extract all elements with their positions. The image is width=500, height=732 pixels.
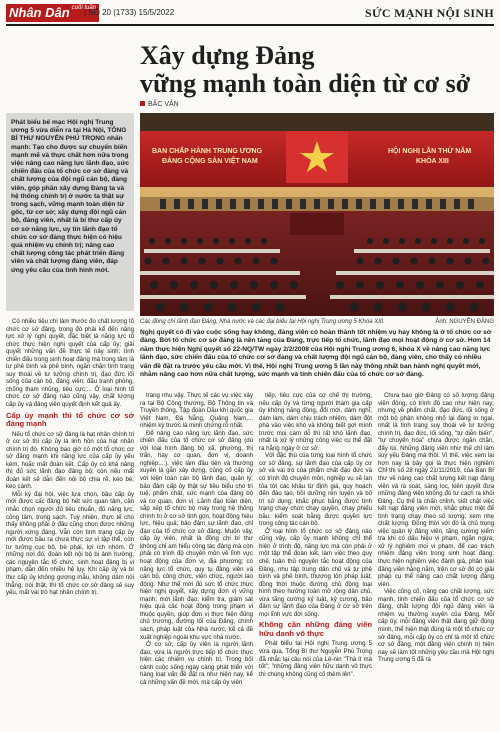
paragraph: Phát biểu tại Hội nghị Trung ương 5 vừa qua, Tổng Bí thư Nguyễn Phú Trọng đã nhắc lại câu nói của Lê-nin "Thà ít mà tốt"; "những đảng viên hữu danh vô thực thì chúng không cũng cố thêm lên". bbox=[259, 640, 372, 678]
photo-caption bbox=[140, 319, 494, 325]
masthead bbox=[6, 4, 494, 26]
body-column-4 bbox=[378, 392, 494, 726]
paragraph: Mỗi ký đại hội, việc lựa chọn, bầu cấp ủy mới được các đảng bộ hết sức quan tâm, cân nhắc chọn người đủ tiêu chuẩn, đủ năng lực, công tâm, trong sạch. Tuy nhiên, thực tế cho thấy không phải ở đâu cũng chọn được những người xứng đáng. Vẫn còn tình trạng cấp ủy mới được bầu ra chưa thực sự vì tập thể, còn tư tưởng cục bộ, bè phái, lợi ích nhóm. Ở những nơi đó, đoàn kết nội bộ bị ảnh hưởng, các nguyên tắc tổ chức, sinh hoạt đảng bị vi phạm, dẫn đến nhiều hệ lụy. Khi cấp ủy và bí thư cấp ủy không gương mẫu, không dám nói thẳng, nói thật, thì tổ chức cơ sở đảng sẽ suy yếu, mất vai trò hạt nhân chính trị. bbox=[6, 490, 134, 597]
subheading: Cấp ủy mạnh thì tổ chức cơ sở đảng mạnh bbox=[6, 410, 134, 429]
issue-info: | SỐ 20 (1733) 15/5/2022 bbox=[84, 8, 175, 17]
banner-left-line-2: ĐẢNG CỘNG SẢN VIỆT NAM bbox=[162, 158, 258, 165]
caption-text: Các đồng chí lãnh đạo Đảng, Nhà nước và các đại biểu tại Hội nghị Trung ương 5 Khóa XIII. bbox=[140, 319, 385, 325]
paragraph: Ở cơ sở, cấp ủy viên là người lãnh đạo, vừa là người trực tiếp tổ chức thực hiện các nhiệm vụ chính trị. Trong bối cảnh cuộc sống ngày càng phát triển với hàng loạt vấn đề đặt ra như hiện nay, kể cả những vấn đề mới, mà cấp ủy viên bbox=[140, 641, 253, 686]
paragraph: Chưa bao giờ Đảng có số lượng đảng viên đông, có trình độ cao như hiện nay; nhưng về phẩm chất, đạo đức, lối sống ở một bộ phận không nhỏ lại đáng lo ngại, nhất là tình trạng suy thoái về tư tưởng chính trị, đạo đức, lối sống, "tự diễn biến", "tự chuyển hóa" chưa được ngăn chặn, đẩy lùi. Những đảng viên như thế chỉ làm suy yếu Đảng mà thôi. Vì thế, việc xem lại hơn nay là bảy gọi là thực hiện nghiêm Chỉ thị số 28 ngày 21/11/2019, của Ban Bí thư về nâng cao chất lượng kết nạp đảng viên và rà soát, sàng lọc, kiên quyết đưa những đảng viên không đủ tư cách ra khỏi Đảng. Cụ thể là chấn chỉnh, siết chặt việc kết nạp đảng viên mới, khắc phục triệt để tình trạng chạy theo số lượng, xem nhẹ chất lượng. Đồng thời với đó là chủ trọng việc quản lý đảng viên, tăng cường kiểm tra khi có dấu hiệu vi phạm, ngăn ngừa, xử lý nghiêm mọi vi phạm, để cao trách nhiệm đảng viên trong sinh hoạt đảng; thực hiện nghiêm việc đánh giá, phân loại đảng viên hằng năm, trên cơ sở đó có giải pháp cụ thể nâng cao chất lượng đảng viên. bbox=[378, 392, 494, 588]
logo-text: Nhân Dân bbox=[9, 5, 70, 20]
paragraph: Có nhiều tiêu chí làm thước đo chất lượng tổ chức cơ sở đảng, trong đó phải kể đến năng lực xử lý nghị quyết, đặc biệt là năng lực tổ chức thực hiện nghị quyết của cấp ủy; giải quyết những vấn đề thực tế nảy sinh; tính chiến đấu trong sinh hoạt đảng mà trong tâm là tự phê bình và phê bình, ngăn chặn tình trạng suy thoái về tư tưởng chính trị, đạo đức lối sống của cán bộ, đảng viên; đấu tranh phòng, chống tham nhũng, tiêu cực;... Ở loại hình tổ chức cơ sở đảng nào cũng vậy, chất lượng cấp ủy và đảng viên quyết định kết quả ấy. bbox=[6, 318, 134, 409]
banner-right-line-2: KHÓA XIII bbox=[416, 158, 449, 165]
article-headline bbox=[140, 42, 490, 98]
paragraph: Ở loại hình tổ chức cơ sở đảng nào cũng vậy, cấp ủy mạnh không chỉ thể hiện ở trình độ, năng lực mà còn phải ở một tập thể đoàn kết, làm việc theo quy chế, tuân thủ nguyên tắc hoạt động của Đảng, nhu tập trung dân chủ và tự phê bình và phê bình, thượng tôn pháp luật; đồng thời thuộc đường chủ động loại hình theo hướng toàn mở rộng dân chủ, vừa tăng cường kỷ luật, kỷ cương, bảo đảm sự lãnh đạo của Đảng ở cơ sở trên mọi lĩnh vực đời sống. bbox=[259, 527, 372, 618]
photo-credit: Ảnh: NGUYỄN ĐĂNG bbox=[435, 319, 494, 325]
subheading: Không cần những đảng viên hữu danh vô thực bbox=[259, 620, 372, 638]
photo-illustration bbox=[140, 113, 494, 316]
banner-right-line-1: HỘI NGHỊ LẦN THỨ NĂM bbox=[388, 148, 472, 155]
paragraph: trang nhu vậy. Thực tế các vụ việc xảy ra tại Bộ Công thương, Bộ Thông tin và Truyền thông, Tập đoàn Dầu khí quốc gia Việt Nam, Đà Nẵng, Quảng Nam,... nhiệm kỳ trước là minh chứng rõ nhất. bbox=[140, 392, 253, 430]
paragraph: Với đặc thù của từng loại hình tổ chức cơ sở đảng, sự lãnh đạo của cấp ủy cơ sở và vai trò của phẩm chất đạo đức và có trình độ chuyên môn, nghiệp vụ sẽ lan tỏa tới các khâu từ định giá, quy hoạch đến đào tạo, bồi dưỡng rèn luyện và bố trí sử dụng; khắc phục bằng được tình trạng chạy chức chạy quyền, chạy phiếu bầu; kiểm soát bằng được quyền lực trong công tác cán bộ. bbox=[259, 452, 372, 528]
byline bbox=[140, 101, 179, 108]
paragraph: Để nâng cao năng lực lãnh đạo, sức chiến đấu của tổ chức cơ sở đảng (dù với loại hình đảng bộ xã, phường, thị trấn, hay cơ quan, đơn vị, doanh nghiệp,...), việc làm đầu tiên và thường xuyên là gắn xây dựng, củng cố cấp ủy với kiện toàn cán bộ lãnh đạo, quản lý; bảo đảm cấp ủy thật sự tiêu biểu cho trí tuệ, phẩm chất, sức mạnh của đảng bộ và cơ quan, đơn vị. Lãnh đạo toàn diện, sắp xếp tổ chức bộ máy trong hệ thống chính trị ở cơ sở tinh gọn, hoạt động hiệu lực, hiệu quả; bảo đảm sự lãnh đạo, chỉ đạo của tổ chức cơ sở đảng. Muốn vậy, cấp ủy viên, nhất là đồng chí bí thư không chỉ am hiểu công tác đảng mà còn phải có trình độ chuyên môn về lĩnh vực hoạt động của đơn vị, địa phương; có năng lực tổ chức, quy tụ đảng viên và cán bộ, công chức, viên chức, người lao động. Như thế mới đủ sức tổ chức thực hiện nghị quyết, xây dựng đơn vị vững mạnh; mới lãnh đạo, kiểm tra, giám sát hiệu quả các hoạt động trong phạm vi thuộc quyền, giúp đơn vị thực hiện đúng chủ trương, đường lối của Đảng, chính sách, pháp luật của Nhà nước, kể cả đề xuất nghiệp ngoài khu vực nhà nước. bbox=[140, 429, 253, 641]
logo-subtitle: cuối tuần bbox=[71, 5, 97, 11]
banner-left-line-1: BAN CHẤP HÀNH TRUNG ƯƠNG bbox=[152, 148, 263, 155]
body-column-2 bbox=[140, 392, 253, 726]
section-title: SỨC MẠNH NỘI SINH bbox=[365, 6, 494, 20]
article-photo bbox=[140, 113, 494, 316]
sapo-box: Phát biểu bế mạc Hội nghị Trung ương 5 vừa diễn ra tại Hà Nội, TỔNG BÍ THƯ NGUYỄN PHÚ TRỌNG nhấn mạnh: Tạo cho được sự chuyển biến mạnh mẽ và thực chất hơn nữa trong việc nâng cao năng lực lãnh đạo, sức chiến đấu của tổ chức cơ sở đảng và chất lượng của đội ngũ cán bộ, đảng viên, góp phần xây dựng Đảng ta và hệ thống chính trị ở nước ta thật sự trong sạch, vững mạnh toàn diện từ gốc, từ cơ sở; xây dựng đội ngũ cán bộ, đảng viên, nhất là bí thư cấp ủy cơ sở năng lực, uy tín lãnh đạo tổ chức cơ sở đảng thực hiện có hiệu quả nhiệm vụ chính trị; nâng cao chất lượng công tác phát triển đảng viên và chất lượng đảng viên, đáp ứng yêu cầu của tình hình mới. bbox=[6, 113, 134, 311]
body-column-1 bbox=[6, 318, 134, 726]
author-name: BẮC VÂN bbox=[148, 101, 179, 108]
paragraph: Việc củng cố, nâng cao chất lượng, sức mạnh, tính chiến đấu của tổ chức cơ sở đảng, chất lượng đội ngũ đảng viên là nhiệm vụ thường xuyên của Đảng. Mỗi cấp ủy, mỗi đảng viên thật đang giữ đúng mình, thể hiện thật đúng là một tổ chức cơ sở đảng, mỗi cấp ủy có chỉ là một tổ chức cơ sở đảng, một đảng viên chính trị hiện nay sẽ làm tốt những yêu cầu mà Hội nghị Trung ương 5 đã ra bbox=[378, 588, 494, 664]
paragraph: Nếu tổ chức cơ sở đảng là hạt nhân chính trị ở cơ sở thì cấp ủy là linh hồn của hạt nhân chính trị đó. Không bao giờ có một tổ chức cơ sở đảng mạnh khi năng lực của cấp ủy yếu kém, hoặc mất đoàn kết. Cấp ủy có khả năng thì đủ sức lãnh đạo đảng bộ; còn nếu mất đoàn kết sẽ dẫn đến nội bộ chia rẽ, kéo bè, kéo cánh. bbox=[6, 430, 134, 491]
lead-paragraph: Nghị quyết có đi vào cuộc sống hay không, đảng viên có hoàn thành tốt nhiệm vụ hay không là ở tổ chức cơ sở đảng. Bởi tổ chức cơ sở đảng là nền tảng của Đảng, trực tiếp tổ chức, lãnh đạo mọi hoạt động ở cơ sở. Hơn 14 năm thực hiện Nghị quyết số 22-NQ/TW ngày 2/2/2008 của Hội nghị Trung ương 6, khóa X về nâng cao năng lực lãnh đạo, sức chiến đấu của tổ chức cơ sở đảng và chất lượng đội ngũ cán bộ, đảng viên, cho thấy có nhiều vấn đề đặt ra trước yêu cầu mới. Vì thế, Hội nghị Trung ương 5 lần này thông nhất ban hành nghị quyết mới, nhằm nâng cao hơn nữa chất lượng, sức mạnh và tính chiến đấu của tổ chức cơ sở đảng. bbox=[140, 329, 492, 379]
paragraph: tiếp, tiêu cực của cơ chế thị trường, nếu cấp ủy và từng người tham gia cấp ủy không năng động, đổi mới, dám nghĩ, dám làm, dám chịu trách nhiệm, dám đột phá vào việc khó và không biết gợi mình trước mọi cám dỗ thì rất khó lãnh đạo, nhất là xử lý những công việc cụ thể đặt ra hằng ngày ở cơ sở. bbox=[259, 392, 372, 452]
headline-line-1: Xây dựng Đảng bbox=[140, 41, 315, 70]
byline-square-icon bbox=[140, 101, 145, 106]
body-column-3 bbox=[259, 392, 372, 726]
headline-line-2: vững mạnh toàn diện từ cơ sở bbox=[140, 69, 471, 98]
